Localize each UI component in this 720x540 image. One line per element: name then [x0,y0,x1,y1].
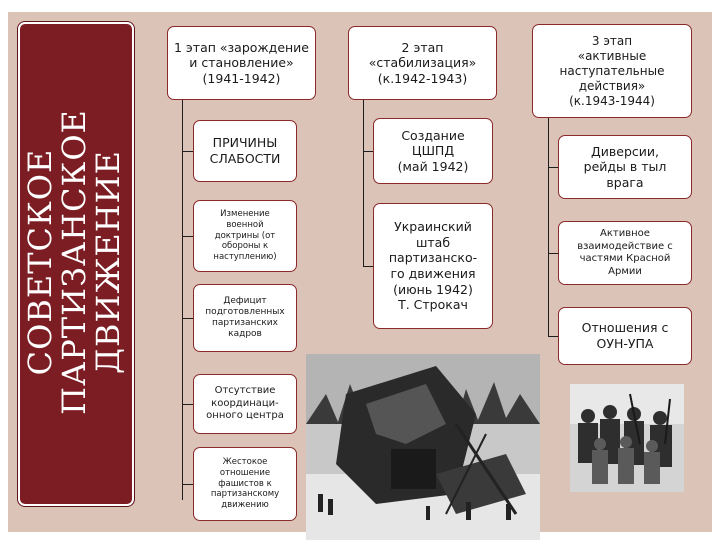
connector-branch [363,266,373,267]
partisans-group-photo [570,384,684,492]
sidebar-title: СОВЕТСКОЕ ПАРТИЗАНСКОЕ ДВИЖЕНИЕ [21,109,127,415]
oun-upa-relations-box: Отношения с ОУН-УПА [558,307,692,365]
connector-stage2 [363,100,364,266]
red-army-cooperation-box: Активное взаимодействие с частями Красной Армии [558,221,692,285]
cause-cadre-shortage: Дефицит подготовленных партизанских кадров [193,284,297,352]
cause-fascist-cruelty: Жестокое отношение фашистов к партизанскому движению [193,447,297,521]
cause-no-coordination: Отсутствие координаци- онного центра [193,374,297,434]
stage-3-box: 3 этап «активные наступательные действия» (к.1943-1944) [532,24,692,118]
connector-stage3 [548,118,549,336]
connector-branch [182,318,193,319]
connector-branch [182,404,193,405]
stage-2-box: 2 этап «стабилизация» (к.1942-1943) [348,26,497,100]
connector-branch [182,151,193,152]
connector-branch [182,236,193,237]
derailed-train-photo [306,354,540,540]
ukrainian-hq-box: Украинский штаб партизанско- го движения (июнь 1942) Т. Строкач [373,203,493,329]
cause-doctrine-change: Изменение военной доктрины (от обороны к наступлению) [193,200,297,272]
sabotage-raids-box: Диверсии, рейды в тыл врага [558,135,692,199]
cshpd-creation-box: Создание ЦШПД (май 1942) [373,118,493,184]
connector-stage1 [182,100,183,500]
stage-1-box: 1 этап «зарождение и становление» (1941-1942) [167,26,316,100]
connector-branch [363,151,373,152]
connector-branch [548,336,558,337]
connector-branch [548,253,558,254]
connector-branch [182,484,193,485]
causes-of-weakness-heading: ПРИЧИНЫ СЛАБОСТИ [193,120,297,182]
connector-branch [548,167,558,168]
